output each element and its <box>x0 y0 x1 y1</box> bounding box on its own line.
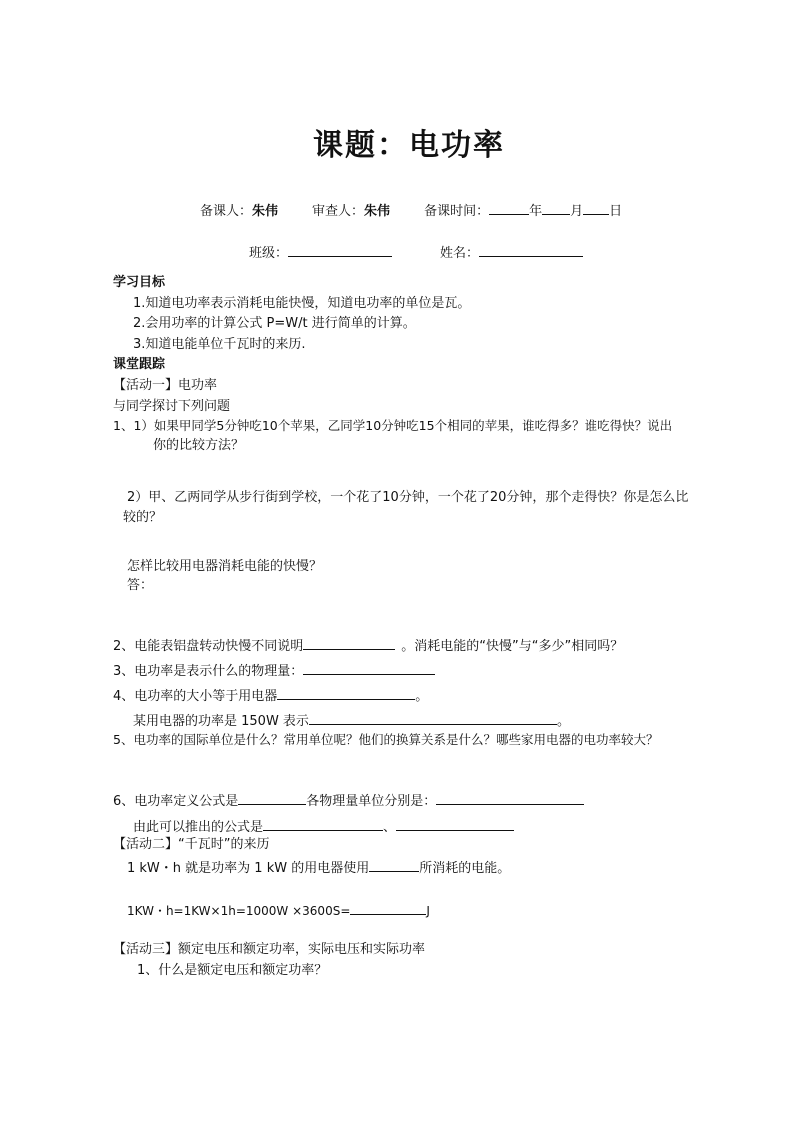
activity1-intro: 与同学探讨下列问题 <box>113 399 231 414</box>
question-2 <box>113 636 623 656</box>
page-title: 课题：电功率 <box>313 128 505 163</box>
activity2-line1-text: 1 kW・h 就是功率为 1 kW 的用电器使用 <box>127 861 370 876</box>
question-1b-line2: 较的？ <box>123 510 163 525</box>
question-4-blank[interactable] <box>277 686 415 700</box>
question-4 <box>113 686 428 706</box>
question-1a-line1: 1、1）如果甲同学5分钟吃10个苹果，乙同学10分钟吃15个相同的苹果，谁吃得多？谁吃得快？说出 <box>113 418 673 433</box>
name-label: 姓名： <box>440 246 480 261</box>
objective-item: 2.会用功率的计算公式 P=W/t 进行简单的计算。 <box>133 316 416 331</box>
question-2-blank[interactable] <box>303 636 395 650</box>
question-6-text: 6、电功率定义公式是 <box>113 794 239 809</box>
year-blank[interactable] <box>489 201 529 215</box>
question-6-blank-1[interactable] <box>238 791 306 805</box>
objective-item: 1.知道电功率表示消耗电能快慢，知道电功率的单位是瓦。 <box>133 296 471 311</box>
activity1-heading: 【活动一】电功率 <box>113 378 218 393</box>
activity2-line2-text: 1KW・h=1KW×1h=1000W ×3600S= <box>127 904 351 918</box>
question-6c-blank-2[interactable] <box>396 817 514 831</box>
question-5: 5、电功率的国际单位是什么？常用单位呢？他们的换算关系是什么？哪些家用电器的电功率较大？ <box>113 732 659 747</box>
preparer-label: 备课人： <box>200 204 253 219</box>
year-label: 年 <box>529 204 543 219</box>
question-6-blank-2[interactable] <box>436 791 584 805</box>
activity2-line1 <box>127 858 510 878</box>
preparer-name: 朱伟 <box>252 204 279 219</box>
question-4b <box>133 711 570 731</box>
activity2-line2 <box>127 901 430 920</box>
question-6c-blank-1[interactable] <box>263 817 383 831</box>
name-blank[interactable] <box>479 243 583 257</box>
class-name-line <box>249 243 583 263</box>
class-label: 班级： <box>249 246 289 261</box>
question-6 <box>113 791 584 811</box>
class-follow-heading: 课堂跟踪 <box>113 357 166 372</box>
activity2-heading: 【活动二】“千瓦时”的来历 <box>113 837 270 852</box>
question-3 <box>113 661 435 681</box>
activity2-line1-blank[interactable] <box>369 858 419 872</box>
question-2-text-b: 。消耗电能的“快慢”与“多少”相同吗？ <box>401 639 624 654</box>
activity3-heading: 【活动三】额定电压和额定功率，实际电压和实际功率 <box>113 942 426 957</box>
meta-line <box>200 201 622 221</box>
question-1a-line2: 你的比较方法？ <box>153 438 245 453</box>
question-4b-end: 。 <box>556 714 570 729</box>
question-3-text: 3、电功率是表示什么的物理量： <box>113 664 304 679</box>
activity3-question-1: 1、什么是额定电压和额定功率？ <box>137 963 328 978</box>
activity2-line1-text-b: 所消耗的电能。 <box>419 861 511 876</box>
question-1c: 怎样比较用电器消耗电能的快慢？ <box>127 559 323 574</box>
question-6-text-b: 各物理量单位分别是： <box>306 794 437 809</box>
question-2-text: 2、电能表铝盘转动快慢不同说明 <box>113 639 304 654</box>
question-4-text: 4、电功率的大小等于用电器 <box>113 689 278 704</box>
month-blank[interactable] <box>542 201 570 215</box>
question-4b-blank[interactable] <box>309 711 557 725</box>
question-6c-sep: 、 <box>383 820 397 835</box>
question-6c-text: 由此可以推出的公式是 <box>133 820 264 835</box>
objective-item: 3.知道电能单位千瓦时的来历. <box>133 337 306 352</box>
time-label: 备课时间： <box>424 204 490 219</box>
answer-label: 答： <box>127 578 154 593</box>
activity2-line2-blank[interactable] <box>350 901 426 915</box>
activity2-line2-unit: J <box>426 904 430 918</box>
day-label: 日 <box>609 204 623 219</box>
reviewer-name: 朱伟 <box>364 204 391 219</box>
reviewer-label: 审查人： <box>312 204 365 219</box>
question-3-blank[interactable] <box>303 661 435 675</box>
class-blank[interactable] <box>288 243 392 257</box>
question-6c <box>133 817 514 837</box>
day-blank[interactable] <box>583 201 609 215</box>
question-4b-text: 某用电器的功率是 150W 表示 <box>133 714 309 729</box>
objectives-heading: 学习目标 <box>113 275 166 290</box>
question-4-end: 。 <box>415 689 429 704</box>
question-1b-line1: 2）甲、乙两同学从步行街到学校，一个花了10分钟，一个花了20分钟，那个走得快？你是怎么比 <box>127 490 689 505</box>
month-label: 月 <box>570 204 584 219</box>
